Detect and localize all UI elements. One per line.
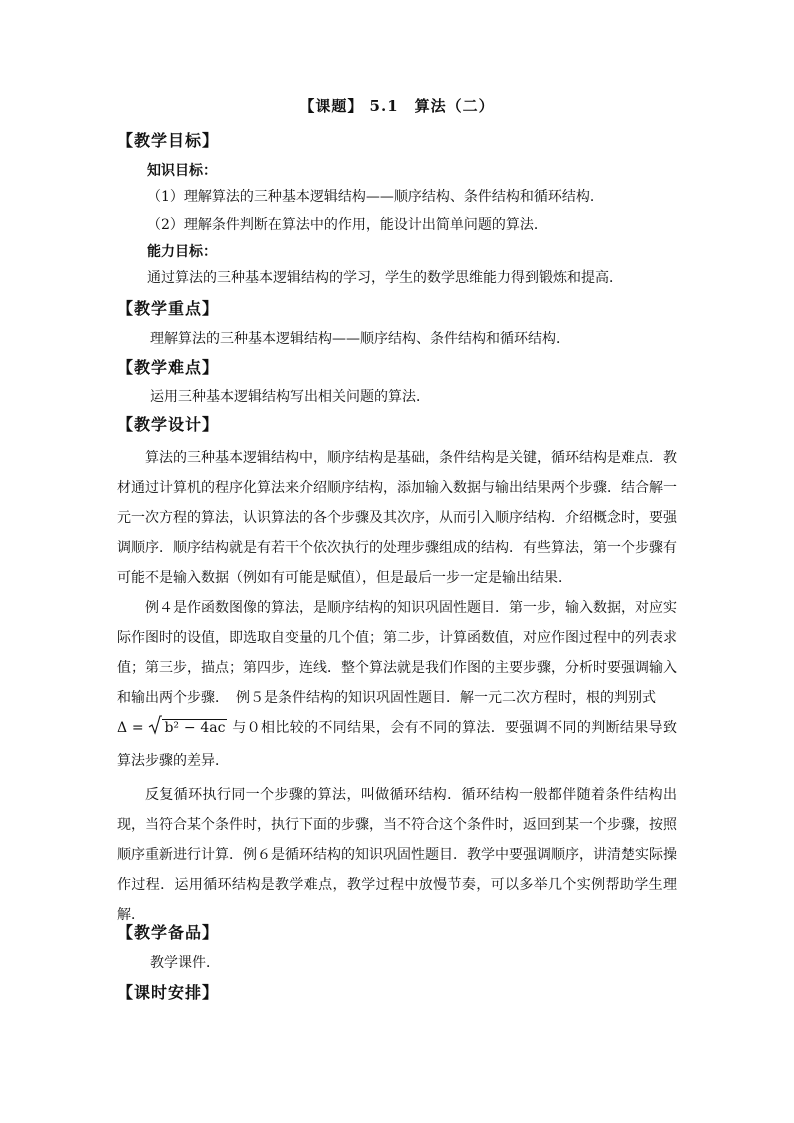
design-paragraph-2-continued: 与０相比较的不同结果，会有不同的算法．要强调不同的判断结果导致算法步骤的差异． — [117, 720, 677, 769]
discriminant-formula — [117, 720, 232, 736]
knowledge-goals-label: 知识目标： — [147, 163, 217, 179]
key-points-heading: 【教学重点】 — [117, 299, 220, 318]
difficult-points-heading: 【教学难点】 — [117, 358, 220, 377]
prep-text: 教学课件． — [150, 955, 220, 971]
schedule-heading: 【课时安排】 — [117, 983, 220, 1002]
formula-lhs: Δ = — [117, 720, 149, 736]
knowledge-goal-2: （2）理解条件判断在算法中的作用，能设计出简单问题的算法． — [147, 217, 548, 233]
ability-goals-label: 能力目标： — [147, 244, 217, 260]
design-paragraph-2-formula-line — [117, 713, 677, 776]
sqrt-sign — [148, 715, 162, 746]
design-paragraph-3: 反复循环执行同一个步骤的算法，叫做循环结构．循环结构一般都伴随着条件结构出现，当符合某个条件时，执行下面的步骤，当不符合这个条件时，返回到某一个步骤，按照顺序重新进行计算．例６是循环结构的知识巩固性题目．教学中要强调顺序，讲清楚实际操作过程．运用循环结构是教学难点，教学过程中放慢节奏，可以多举几个实例帮助学生理解． — [117, 787, 677, 923]
design-paragraph-1: 算法的三种基本逻辑结构中，顺序结构是基础，条件结构是关键，循环结构是难点．教材通过计算机的程序化算法来介绍顺序结构，添加输入数据与输出结果两个步骤．结合解一元一次方程的算法，认识算法的各个步骤及其次序，从而引入顺序结构．介绍概念时，要强调顺序．顺序结构就是有若干个依次执行的处理步骤组成的结构．有些算法，第一个步骤有可能不是输入数据（例如有可能是赋值），但是最后一步一定是输出结果． — [117, 450, 677, 586]
difficult-points-text: 运用三种基本逻辑结构写出相关问题的算法． — [150, 389, 430, 405]
knowledge-goal-1: （1）理解算法的三种基本逻辑结构——顺序结构、条件结构和循环结构． — [147, 189, 604, 205]
prep-heading: 【教学备品】 — [117, 923, 220, 942]
design-paragraph-2: 例４是作函数图像的算法，是顺序结构的知识巩固性题目．第一步，输入数据，对应实际作图时的设值，即选取自变量的几个值；第二步，计算函数值，对应作图过程中的列表求值；第三步，描点；第四步，连线．整个算法就是我们作图的主要步骤，分析时要强调输入和输出两个步骤． 例５是条件结构的知识巩固性题目．解一元二次方程时，根的判别式 — [117, 600, 677, 706]
design-body — [117, 443, 677, 930]
design-heading: 【教学设计】 — [117, 415, 220, 434]
formula-radicand: b² − 4ac — [164, 720, 226, 736]
goals-heading: 【教学目标】 — [117, 131, 220, 150]
ability-goal-1: 通过算法的三种基本逻辑结构的学习，学生的数学思维能力得到锻炼和提高． — [147, 270, 623, 286]
lesson-title: 【课题】 5.1 算法（二） — [299, 97, 495, 115]
key-points-text: 理解算法的三种基本逻辑结构——顺序结构、条件结构和循环结构． — [150, 331, 570, 347]
